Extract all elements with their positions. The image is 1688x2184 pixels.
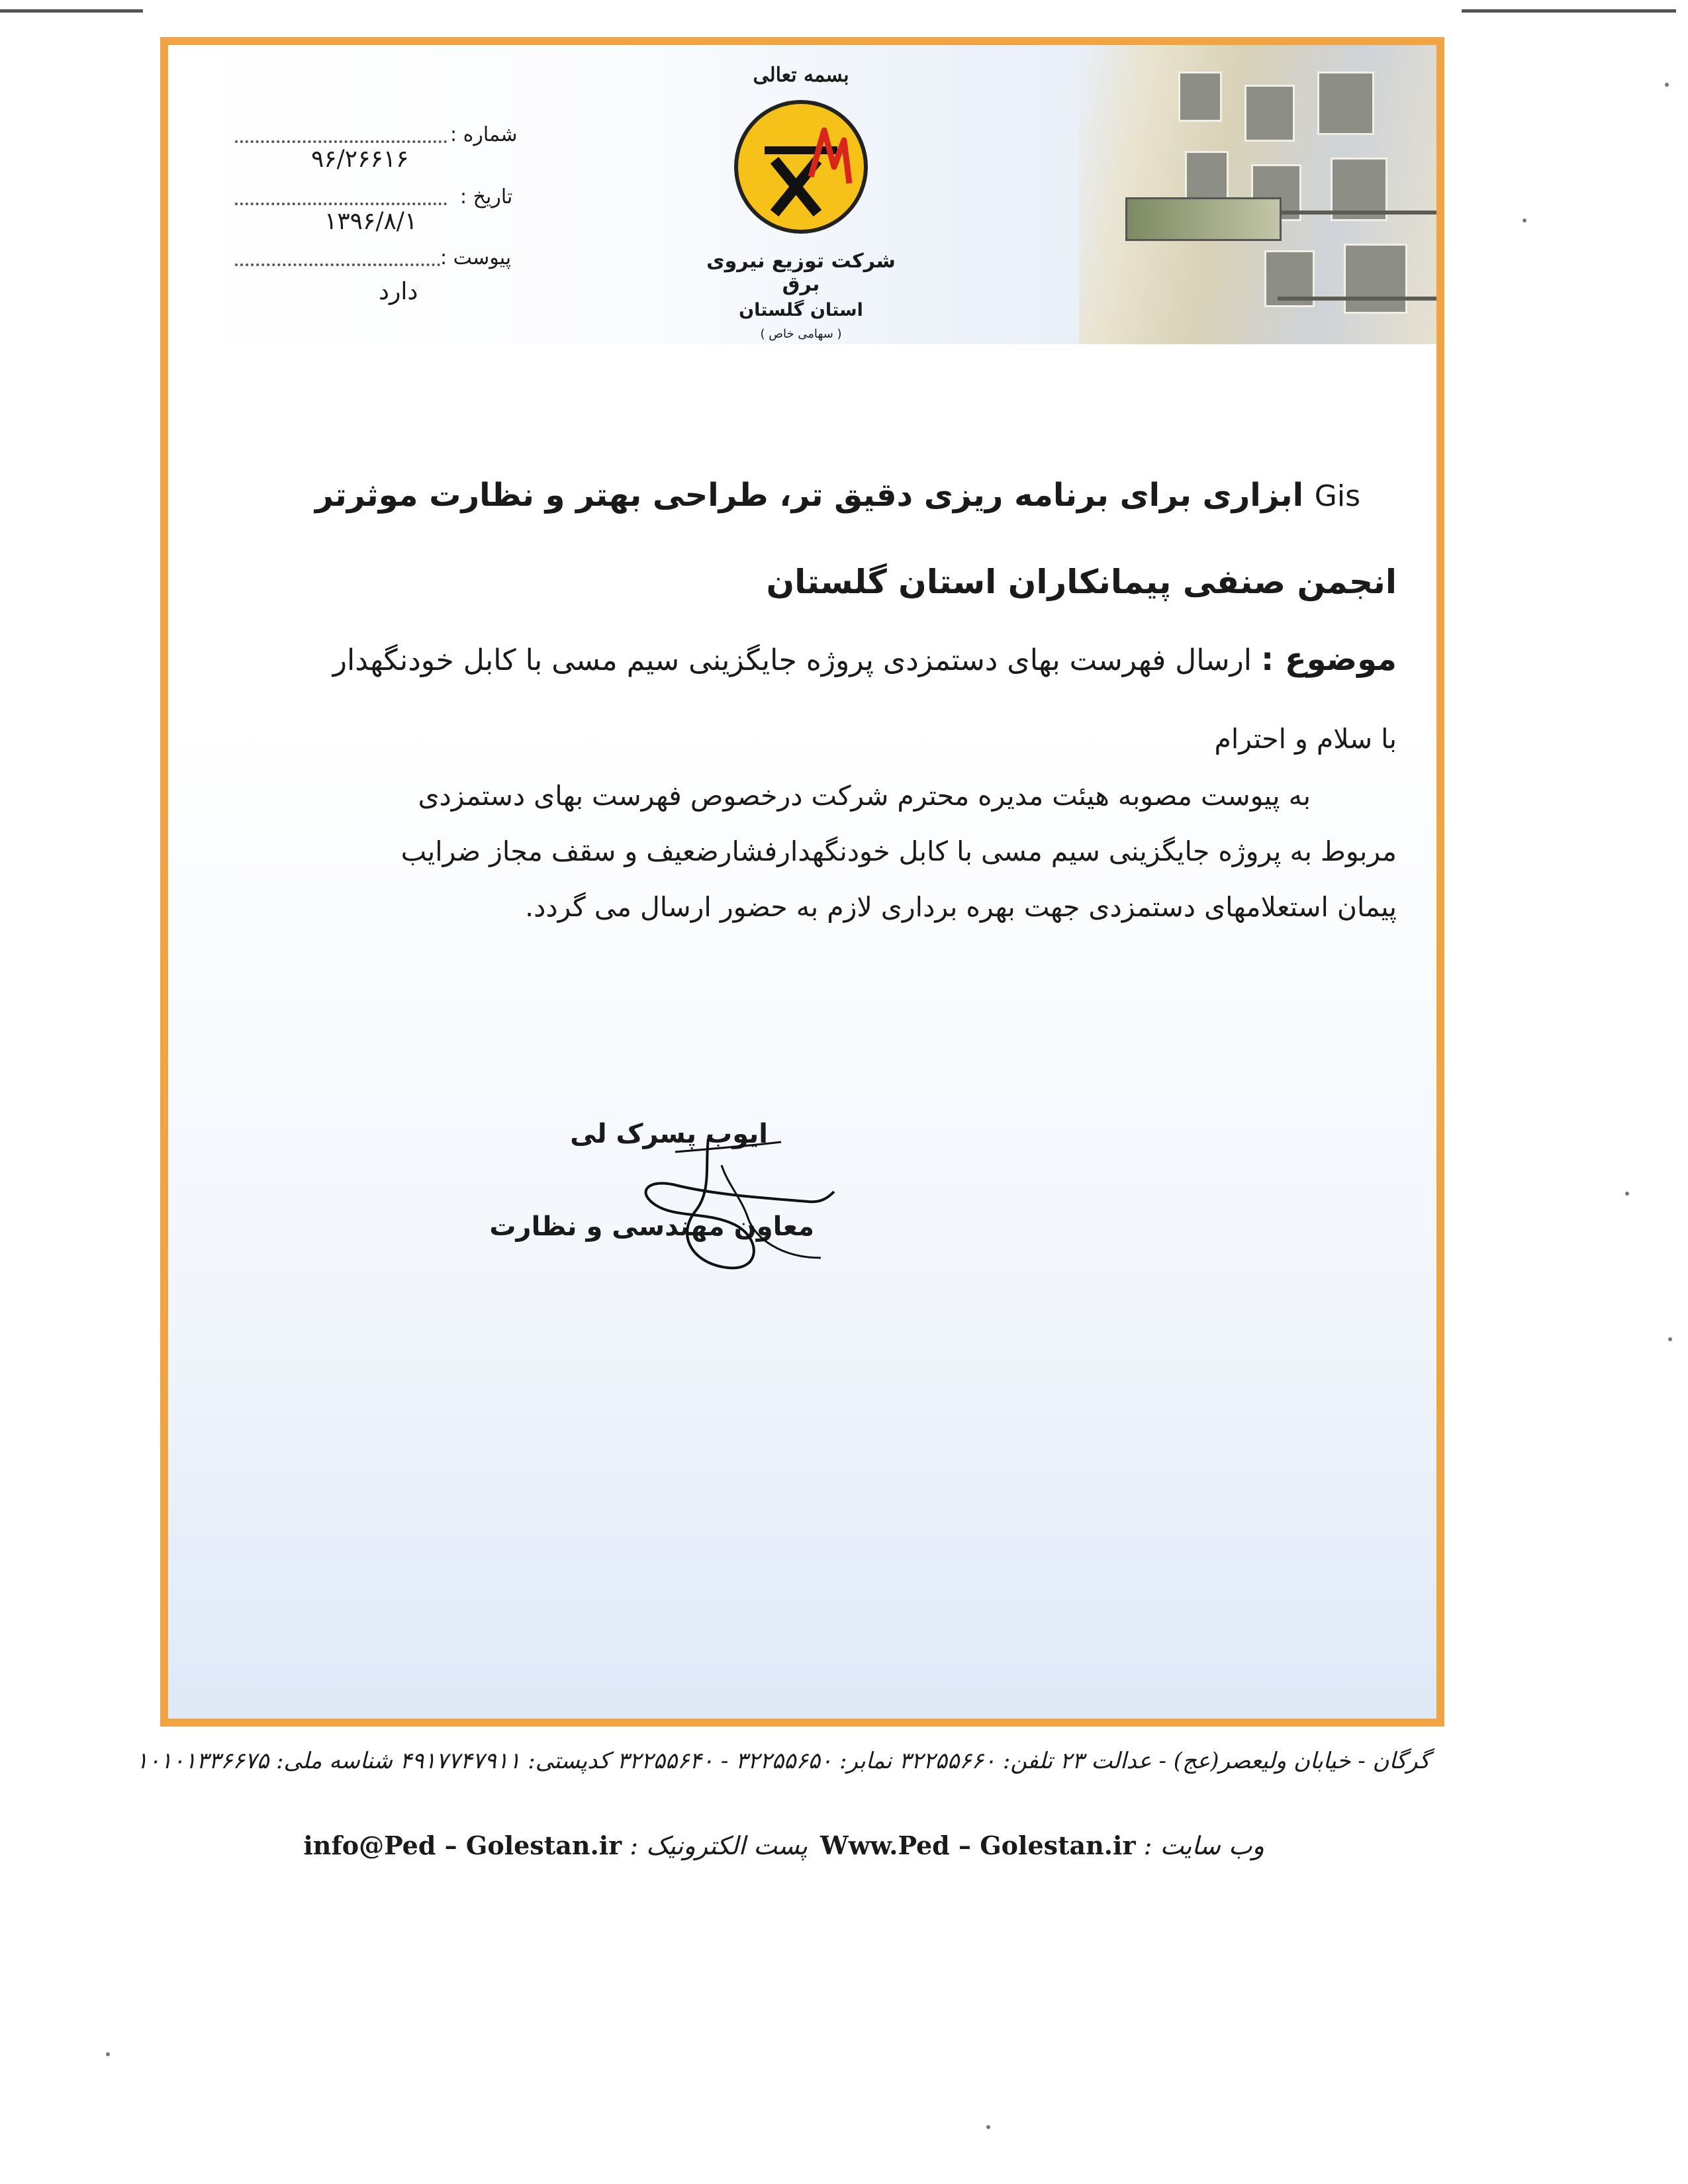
signer-title: معاون مهندسی و نظارت	[489, 1211, 814, 1242]
number-dots	[235, 140, 447, 143]
subject-line	[333, 641, 1397, 678]
scan-edge-left	[0, 9, 143, 13]
gis-slogan-latin: Gis	[1314, 479, 1360, 513]
attachment-value: دارد	[379, 278, 418, 305]
scan-edge-right	[1462, 9, 1676, 13]
gis-slogan-text: ابزاری برای برنامه ریزی دقیق تر، طراحی بهتر و نظارت موثرتر	[314, 477, 1304, 514]
body-line-2: مربوط به پروژه جایگزینی سیم مسی با کابل خودنگهدارفشارضعیف و سقف مجاز ضرایب	[400, 835, 1397, 867]
website-label: وب سایت :	[1143, 1831, 1264, 1860]
body-line-1: به پیوست مصوبه هیئت مدیره محترم شرکت درخصوص فهرست بهای دستمزدی	[418, 780, 1311, 812]
building-sign	[1125, 197, 1282, 241]
footer-email	[303, 1830, 808, 1860]
date-dots	[235, 203, 447, 205]
recipient: انجمن صنفی پیمانکاران استان گلستان	[766, 563, 1397, 601]
company-logo-block	[698, 64, 904, 341]
subject-label: موضوع :	[1261, 641, 1397, 678]
attachment-label: پیوست :	[440, 246, 512, 269]
attachment-dots	[235, 263, 440, 266]
date-value: ۱۳۹۶/۸/۱	[324, 208, 418, 235]
scan-speck	[1523, 218, 1526, 222]
basmala: بسمه تعالی	[753, 64, 849, 87]
gis-slogan	[315, 477, 1360, 514]
building-photo	[1079, 45, 1436, 344]
number-value: ۹۶/۲۶۶۱۶	[311, 146, 409, 173]
subject-text: ارسال فهرست بهای دستمزدی پروژه جایگزینی سیم مسی با کابل خودنگهدار	[332, 643, 1252, 677]
greeting: با سلام و احترام	[1214, 723, 1397, 755]
email-link[interactable]: info@Ped – Golestan.ir	[303, 1830, 622, 1860]
scan-speck	[1665, 83, 1669, 87]
handwritten-signature	[596, 1125, 861, 1284]
footer-address: گرگان - خیابان ولیعصر(عج) - عدالت ۲۳ تلفن: ۳۲۲۵۵۶۶۰ نمابر: ۳۲۲۵۵۶۵۰ - ۳۲۲۵۵۶۴۰ کدپستی: ۴۹۱۷۷۴۷۹۱۱ شناسه ملی: ۱۰۱۰۱۳۳۶۶۷۵	[136, 1748, 1430, 1774]
scan-speck	[1668, 1337, 1672, 1341]
scan-speck	[1625, 1192, 1629, 1196]
company-name: شرکت توزیع نیروی برق	[706, 250, 896, 296]
scan-speck	[986, 2125, 990, 2129]
company-type: ( سهامی خاص )	[760, 327, 842, 341]
company-province: استان گلستان	[739, 300, 863, 320]
scan-speck	[106, 2052, 110, 2056]
date-label: تاریخ :	[460, 185, 513, 209]
power-distribution-logo-icon	[734, 100, 868, 234]
footer-website	[820, 1830, 1264, 1860]
website-link[interactable]: Www.Ped – Golestan.ir	[820, 1830, 1136, 1860]
number-label: شماره :	[450, 123, 518, 146]
email-label: پست الکترونیک :	[630, 1831, 808, 1860]
signer-name: ایوب پسرک لی	[570, 1119, 768, 1149]
body-line-3: پیمان استعلامهای دستمزدی جهت بهره برداری لازم به حضور ارسال می گردد.	[525, 891, 1397, 923]
